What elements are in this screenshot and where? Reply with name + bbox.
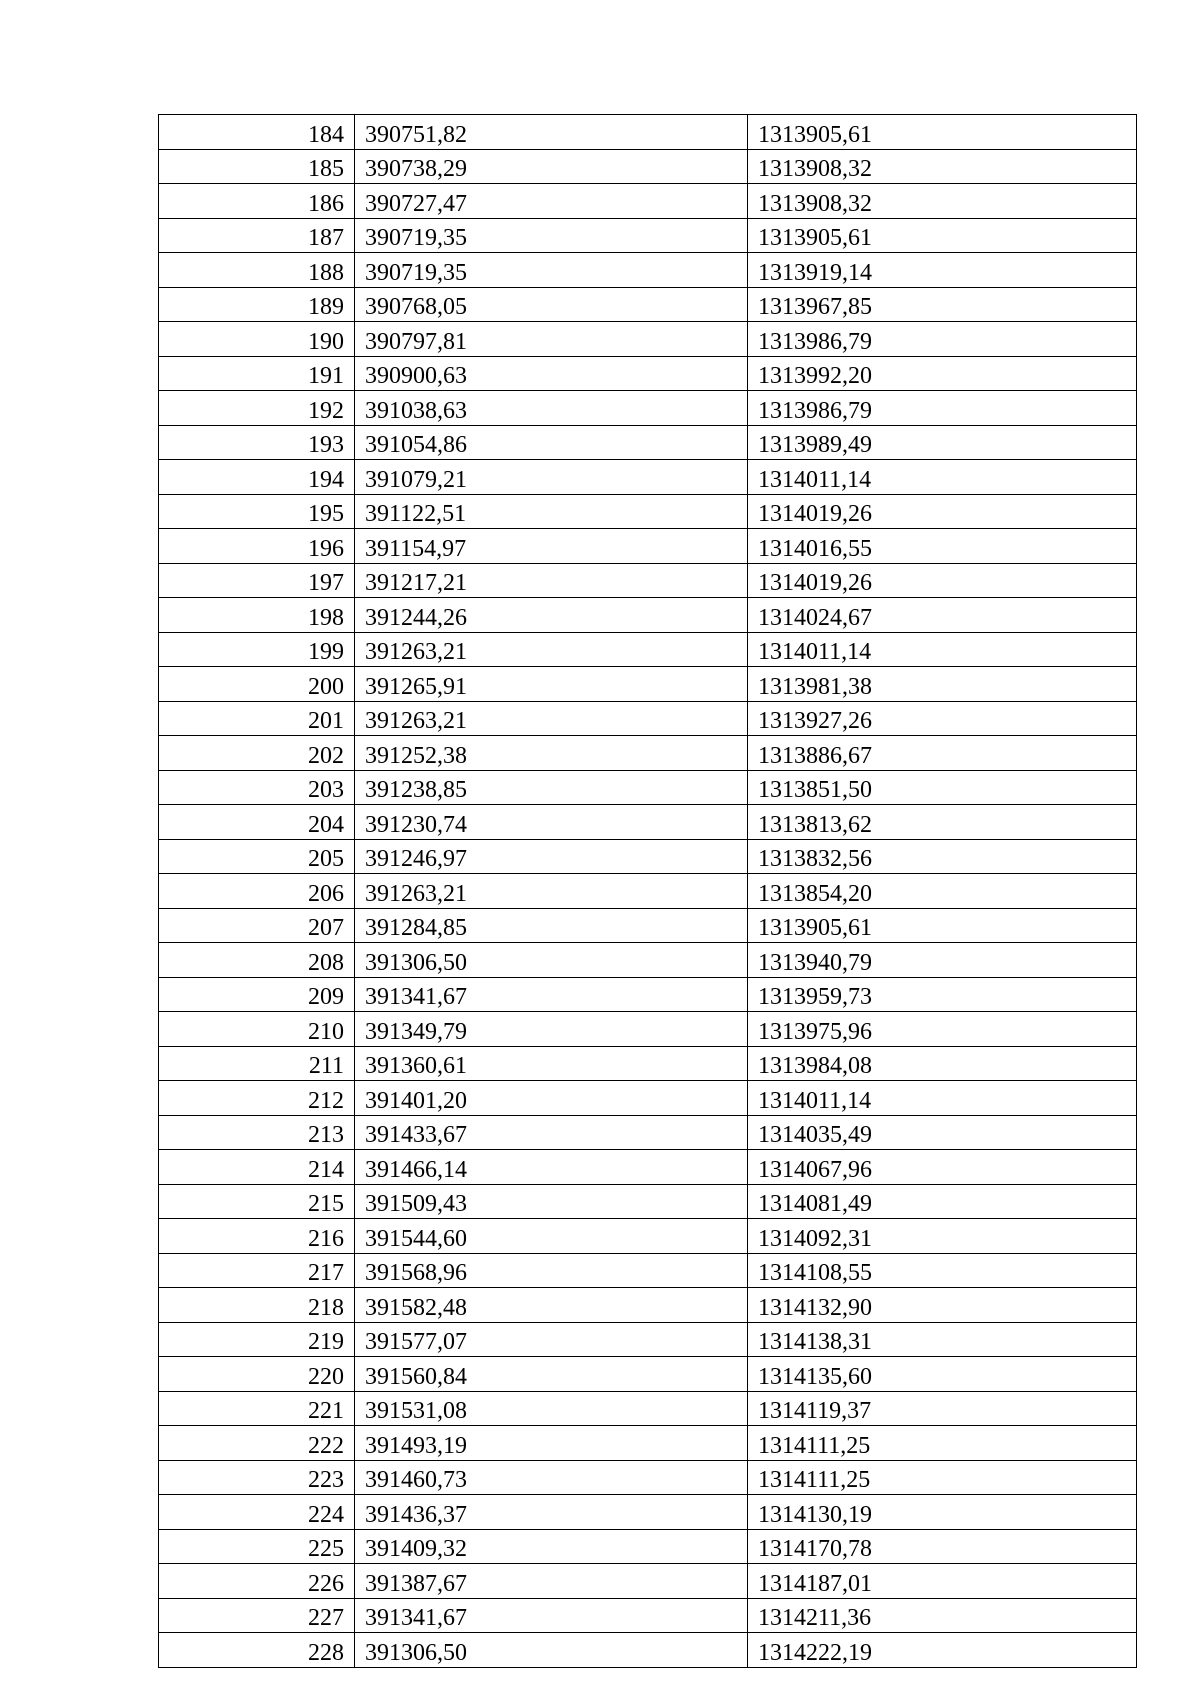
x-coordinate-cell: 390719,35 (355, 253, 748, 288)
x-coordinate-cell: 391079,21 (355, 460, 748, 495)
table-row (159, 1012, 1137, 1047)
point-number-cell: 220 (159, 1357, 355, 1392)
x-coordinate-cell: 391544,60 (355, 1219, 748, 1254)
x-coordinate-cell: 391509,43 (355, 1184, 748, 1219)
table-row (159, 1495, 1137, 1530)
y-coordinate-cell: 1313854,20 (748, 874, 1137, 909)
point-number-cell: 216 (159, 1219, 355, 1254)
y-coordinate-cell: 1314035,49 (748, 1115, 1137, 1150)
y-coordinate-cell: 1314138,31 (748, 1322, 1137, 1357)
y-coordinate-cell: 1314092,31 (748, 1219, 1137, 1254)
x-coordinate-cell: 390727,47 (355, 184, 748, 219)
point-number-cell: 197 (159, 563, 355, 598)
y-coordinate-cell: 1313905,61 (748, 115, 1137, 150)
y-coordinate-cell: 1314011,14 (748, 1081, 1137, 1116)
table-row (159, 1564, 1137, 1599)
point-number-cell: 198 (159, 598, 355, 633)
x-coordinate-cell: 391341,67 (355, 977, 748, 1012)
y-coordinate-cell: 1313984,08 (748, 1046, 1137, 1081)
y-coordinate-cell: 1313886,67 (748, 736, 1137, 771)
x-coordinate-cell: 391054,86 (355, 425, 748, 460)
point-number-cell: 187 (159, 218, 355, 253)
x-coordinate-cell: 391568,96 (355, 1253, 748, 1288)
y-coordinate-cell: 1314019,26 (748, 494, 1137, 529)
y-coordinate-cell: 1313905,61 (748, 218, 1137, 253)
x-coordinate-cell: 391466,14 (355, 1150, 748, 1185)
point-number-cell: 201 (159, 701, 355, 736)
point-number-cell: 203 (159, 770, 355, 805)
point-number-cell: 217 (159, 1253, 355, 1288)
point-number-cell: 227 (159, 1598, 355, 1633)
point-number-cell: 213 (159, 1115, 355, 1150)
y-coordinate-cell: 1314111,25 (748, 1460, 1137, 1495)
x-coordinate-cell: 391460,73 (355, 1460, 748, 1495)
table-row (159, 356, 1137, 391)
x-coordinate-cell: 391401,20 (355, 1081, 748, 1116)
x-coordinate-cell: 390738,29 (355, 149, 748, 184)
x-coordinate-cell: 391263,21 (355, 701, 748, 736)
point-number-cell: 202 (159, 736, 355, 771)
y-coordinate-cell: 1314119,37 (748, 1391, 1137, 1426)
point-number-cell: 195 (159, 494, 355, 529)
x-coordinate-cell: 391263,21 (355, 874, 748, 909)
point-number-cell: 209 (159, 977, 355, 1012)
y-coordinate-cell: 1314019,26 (748, 563, 1137, 598)
y-coordinate-cell: 1313975,96 (748, 1012, 1137, 1047)
x-coordinate-cell: 391436,37 (355, 1495, 748, 1530)
table-row (159, 460, 1137, 495)
table-row (159, 943, 1137, 978)
y-coordinate-cell: 1314222,19 (748, 1633, 1137, 1668)
y-coordinate-cell: 1313992,20 (748, 356, 1137, 391)
x-coordinate-cell: 391560,84 (355, 1357, 748, 1392)
x-coordinate-cell: 391246,97 (355, 839, 748, 874)
y-coordinate-cell: 1314132,90 (748, 1288, 1137, 1323)
table-row (159, 1460, 1137, 1495)
point-number-cell: 205 (159, 839, 355, 874)
x-coordinate-cell: 390768,05 (355, 287, 748, 322)
x-coordinate-cell: 391038,63 (355, 391, 748, 426)
table-row (159, 839, 1137, 874)
table-row (159, 667, 1137, 702)
y-coordinate-cell: 1314016,55 (748, 529, 1137, 564)
table-row (159, 1357, 1137, 1392)
y-coordinate-cell: 1313989,49 (748, 425, 1137, 460)
y-coordinate-cell: 1313981,38 (748, 667, 1137, 702)
point-number-cell: 204 (159, 805, 355, 840)
table-row (159, 701, 1137, 736)
point-number-cell: 228 (159, 1633, 355, 1668)
x-coordinate-cell: 390719,35 (355, 218, 748, 253)
point-number-cell: 221 (159, 1391, 355, 1426)
point-number-cell: 218 (159, 1288, 355, 1323)
y-coordinate-cell: 1313927,26 (748, 701, 1137, 736)
table-row (159, 1253, 1137, 1288)
table-row (159, 287, 1137, 322)
point-number-cell: 185 (159, 149, 355, 184)
y-coordinate-cell: 1313851,50 (748, 770, 1137, 805)
table-row (159, 322, 1137, 357)
table-row (159, 736, 1137, 771)
point-number-cell: 200 (159, 667, 355, 702)
table-row (159, 1598, 1137, 1633)
x-coordinate-cell: 391306,50 (355, 943, 748, 978)
point-number-cell: 210 (159, 1012, 355, 1047)
point-number-cell: 206 (159, 874, 355, 909)
x-coordinate-cell: 391409,32 (355, 1529, 748, 1564)
table-row (159, 425, 1137, 460)
coordinates-table-body (159, 115, 1137, 1668)
x-coordinate-cell: 391433,67 (355, 1115, 748, 1150)
x-coordinate-cell: 391230,74 (355, 805, 748, 840)
point-number-cell: 189 (159, 287, 355, 322)
y-coordinate-cell: 1314011,14 (748, 632, 1137, 667)
table-row (159, 1184, 1137, 1219)
point-number-cell: 223 (159, 1460, 355, 1495)
x-coordinate-cell: 391217,21 (355, 563, 748, 598)
table-row (159, 494, 1137, 529)
table-row (159, 1150, 1137, 1185)
y-coordinate-cell: 1313986,79 (748, 391, 1137, 426)
y-coordinate-cell: 1313940,79 (748, 943, 1137, 978)
point-number-cell: 186 (159, 184, 355, 219)
table-row (159, 563, 1137, 598)
table-row (159, 1115, 1137, 1150)
point-number-cell: 224 (159, 1495, 355, 1530)
y-coordinate-cell: 1314111,25 (748, 1426, 1137, 1461)
point-number-cell: 212 (159, 1081, 355, 1116)
x-coordinate-cell: 390751,82 (355, 115, 748, 150)
point-number-cell: 215 (159, 1184, 355, 1219)
y-coordinate-cell: 1313832,56 (748, 839, 1137, 874)
y-coordinate-cell: 1313908,32 (748, 149, 1137, 184)
y-coordinate-cell: 1314135,60 (748, 1357, 1137, 1392)
table-row (159, 977, 1137, 1012)
table-row (159, 1426, 1137, 1461)
table-row (159, 1529, 1137, 1564)
y-coordinate-cell: 1313986,79 (748, 322, 1137, 357)
table-row (159, 1391, 1137, 1426)
y-coordinate-cell: 1313919,14 (748, 253, 1137, 288)
table-row (159, 391, 1137, 426)
table-row (159, 1046, 1137, 1081)
point-number-cell: 188 (159, 253, 355, 288)
table-row (159, 149, 1137, 184)
x-coordinate-cell: 391577,07 (355, 1322, 748, 1357)
table-row (159, 1322, 1137, 1357)
point-number-cell: 192 (159, 391, 355, 426)
x-coordinate-cell: 391244,26 (355, 598, 748, 633)
y-coordinate-cell: 1313813,62 (748, 805, 1137, 840)
x-coordinate-cell: 391263,21 (355, 632, 748, 667)
point-number-cell: 190 (159, 322, 355, 357)
point-number-cell: 225 (159, 1529, 355, 1564)
y-coordinate-cell: 1313905,61 (748, 908, 1137, 943)
point-number-cell: 219 (159, 1322, 355, 1357)
point-number-cell: 208 (159, 943, 355, 978)
table-row (159, 598, 1137, 633)
point-number-cell: 194 (159, 460, 355, 495)
table-row (159, 218, 1137, 253)
x-coordinate-cell: 391360,61 (355, 1046, 748, 1081)
x-coordinate-cell: 391531,08 (355, 1391, 748, 1426)
x-coordinate-cell: 391493,19 (355, 1426, 748, 1461)
y-coordinate-cell: 1314081,49 (748, 1184, 1137, 1219)
table-row (159, 115, 1137, 150)
y-coordinate-cell: 1314130,19 (748, 1495, 1137, 1530)
table-row (159, 1633, 1137, 1668)
table-row (159, 184, 1137, 219)
y-coordinate-cell: 1314067,96 (748, 1150, 1137, 1185)
coordinates-table (158, 114, 1137, 1668)
y-coordinate-cell: 1314011,14 (748, 460, 1137, 495)
table-row (159, 1081, 1137, 1116)
point-number-cell: 191 (159, 356, 355, 391)
table-row (159, 1288, 1137, 1323)
table-row (159, 805, 1137, 840)
y-coordinate-cell: 1314211,36 (748, 1598, 1137, 1633)
x-coordinate-cell: 391252,38 (355, 736, 748, 771)
table-row (159, 529, 1137, 564)
x-coordinate-cell: 391122,51 (355, 494, 748, 529)
y-coordinate-cell: 1314187,01 (748, 1564, 1137, 1599)
x-coordinate-cell: 391387,67 (355, 1564, 748, 1599)
x-coordinate-cell: 391582,48 (355, 1288, 748, 1323)
point-number-cell: 196 (159, 529, 355, 564)
y-coordinate-cell: 1313959,73 (748, 977, 1137, 1012)
table-row (159, 632, 1137, 667)
x-coordinate-cell: 391341,67 (355, 1598, 748, 1633)
table-row (159, 253, 1137, 288)
point-number-cell: 214 (159, 1150, 355, 1185)
point-number-cell: 193 (159, 425, 355, 460)
x-coordinate-cell: 391306,50 (355, 1633, 748, 1668)
x-coordinate-cell: 391284,85 (355, 908, 748, 943)
point-number-cell: 211 (159, 1046, 355, 1081)
y-coordinate-cell: 1313967,85 (748, 287, 1137, 322)
x-coordinate-cell: 391238,85 (355, 770, 748, 805)
table-row (159, 908, 1137, 943)
x-coordinate-cell: 390797,81 (355, 322, 748, 357)
point-number-cell: 199 (159, 632, 355, 667)
point-number-cell: 222 (159, 1426, 355, 1461)
point-number-cell: 226 (159, 1564, 355, 1599)
x-coordinate-cell: 391349,79 (355, 1012, 748, 1047)
point-number-cell: 184 (159, 115, 355, 150)
x-coordinate-cell: 391154,97 (355, 529, 748, 564)
y-coordinate-cell: 1314170,78 (748, 1529, 1137, 1564)
table-row (159, 1219, 1137, 1254)
x-coordinate-cell: 390900,63 (355, 356, 748, 391)
table-row (159, 874, 1137, 909)
x-coordinate-cell: 391265,91 (355, 667, 748, 702)
table-row (159, 770, 1137, 805)
y-coordinate-cell: 1314024,67 (748, 598, 1137, 633)
y-coordinate-cell: 1314108,55 (748, 1253, 1137, 1288)
y-coordinate-cell: 1313908,32 (748, 184, 1137, 219)
point-number-cell: 207 (159, 908, 355, 943)
